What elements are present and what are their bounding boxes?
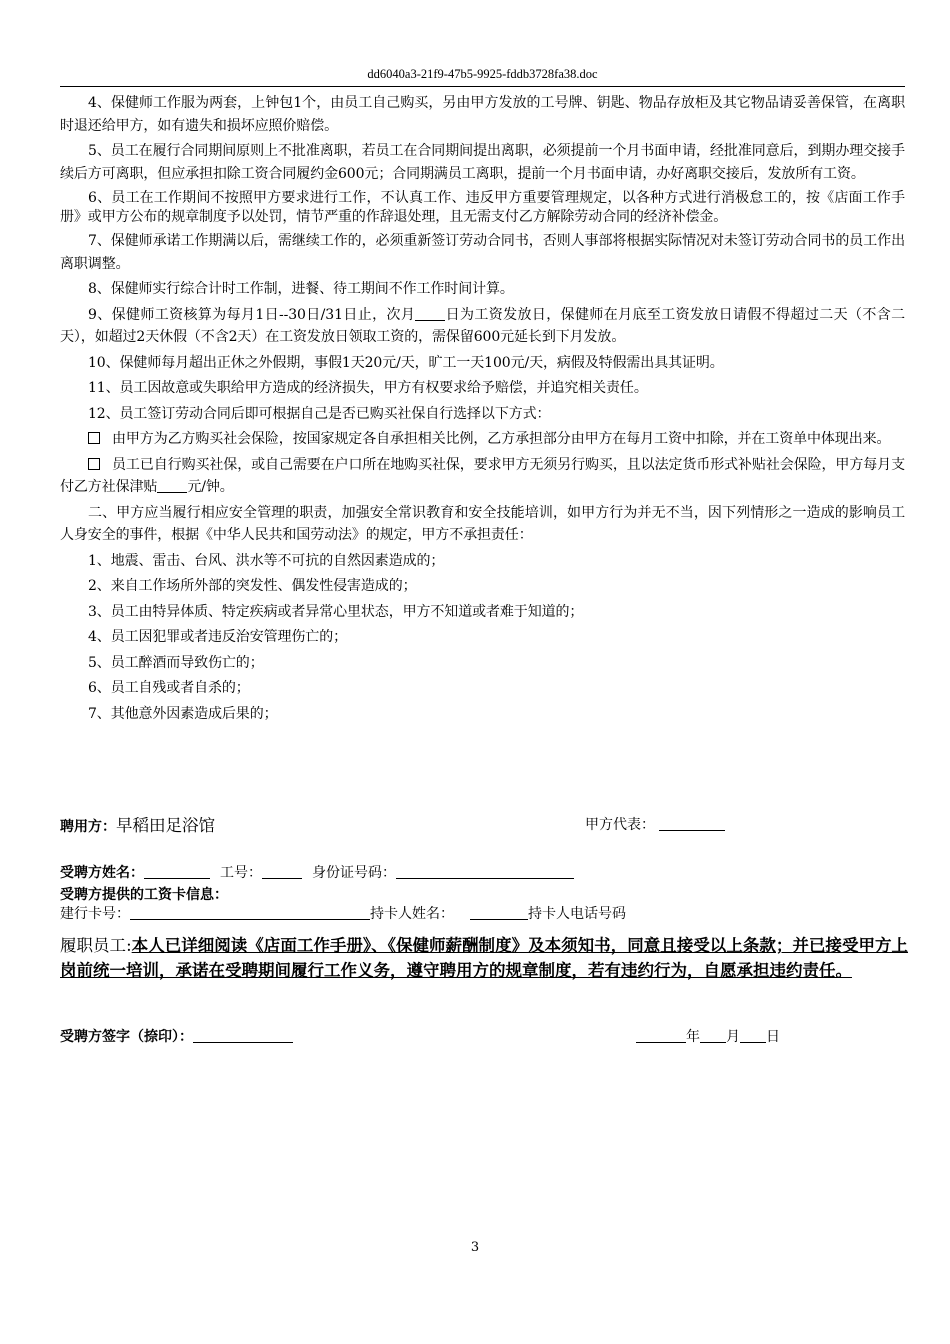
page-number: 3 [470,1240,480,1255]
signature-label: 受聘方签字（捺印）： [60,1029,193,1045]
holder-name-label: 持卡人姓名： [370,906,454,922]
exemption-4: 4、员工因犯罪或者违反治安管理伤亡的； [88,629,348,645]
year-blank[interactable] [636,1028,686,1043]
clause-9 [60,304,905,349]
bank-card-line [60,903,626,923]
clause-6: 6、员工在工作期间不按照甲方要求进行工作，不认真工作、违反甲方重要管理规定，以各种方式进行消极怠工的，按《店面工作手册》或甲方公布的规章制度予以处罚，情节严重的作辞退处理，且无需支付乙方解除劳动合同的经济补偿金。 [60,190,905,225]
pay-day-blank[interactable] [415,306,445,321]
exemption-6: 6、员工自残或者自杀的； [88,680,250,696]
exemption-1: 1、地震、雷击、台风、洪水等不可抗的自然因素造成的； [88,552,445,569]
card-number-blank[interactable] [130,905,370,920]
employer-label: 聘用方： [60,819,116,835]
clause-9-before: 9、保健师工资核算为每月1日--30日/31日止，次月 [88,306,416,323]
option-self-insurance-text: 员工已自行购买社保，或自己需要在户口所在地购买社保，要求甲方无须另行购买，且以法定货币形式补贴社会保险，甲方每月支付乙方社保津贴 [60,456,905,495]
employee-info-line [60,862,574,882]
clause-8: 8、保健师实行综合计时工作制，进餐、待工期间不作工作时间计算。 [88,281,514,297]
employee-name-blank[interactable] [144,864,210,879]
clause-12: 12、员工签订劳动合同后即可根据自己是否已购买社保自行选择以下方式： [88,405,551,422]
employee-id-label: 工号： [220,865,262,881]
clause-9-after: 日为工资发放日，保健师在月底至工资发放日请假不得超过二天（不含二天），如超过2天休假（不含2天）在工资发放日领取工资的，需保留600元延长到下月发放。 [60,306,905,345]
id-card-label: 身份证号码： [312,865,396,881]
day-blank[interactable] [740,1028,766,1043]
holder-name-blank[interactable] [470,905,528,920]
exemption-3: 3、员工由特异体质、特定疾病或者异常心里状态，甲方不知道或者难于知道的； [88,603,584,620]
holder-phone-label: 持卡人电话号码 [528,906,626,922]
clause-10: 10、保健师每月超出正休之外假期，事假1天20元/天，旷工一天100元/天，病假及特假需出具其证明。 [88,354,724,371]
employee-name-label: 受聘方姓名： [60,865,144,881]
pledge-prefix: 履职员工: [60,936,132,955]
document-body [60,88,905,725]
day-label: 日 [766,1029,780,1045]
date-line [636,1026,780,1046]
exemption-2: 2、来自工作场所外部的突发性、偶发性侵害造成的； [88,578,417,594]
pledge-text: 本人已详细阅读《店面工作手册》、《保健师薪酬制度》及本须知书，同意且接受以上条款；并已接受甲方上岗前统一培训，承诺在受聘期间履行工作义务，遵守聘用方的规章制度，若有违约行为，自愿承担违约责任。 [60,936,909,980]
checkbox-employer-insurance[interactable] [88,432,100,444]
employer-rep-line [585,814,725,834]
section-2-liability: 二、甲方应当履行相应安全管理的职责，加强安全常识教育和安全技能培训，如甲方行为并无不当，因下列情形之一造成的影响员工人身安全的事件，根据《中华人民共和国劳动法》的规定，甲方不承担责任： [60,504,905,543]
option-self-insurance [60,454,905,499]
option-employer-insurance-text: 由甲方为乙方购买社会保险，按国家规定各自承担相关比例，乙方承担部分由甲方在每月工资中扣除，并在工资单中体现出来。 [112,431,891,447]
header-divider [60,86,905,87]
option-employer-insurance [60,428,905,451]
clause-4: 4、保健师工作服为两套，上钟包1个，由员工自己购买，另由甲方发放的工号牌、钥匙、物品存放柜及其它物品请妥善保管，在离职时退还给甲方，如有遗失和损坏应照价赔偿。 [60,95,905,134]
signature-blank[interactable] [193,1028,293,1043]
allowance-amount-blank[interactable] [157,478,187,493]
clause-7: 7、保健师承诺工作期满以后，需继续工作的，必须重新签订劳动合同书，否则人事部将根据实际情况对未签订劳动合同书的员工作出离职调整。 [60,233,905,272]
employer-name: 早稻田足浴馆 [116,816,215,835]
year-label: 年 [686,1029,700,1045]
employee-signature-line [60,1026,293,1046]
employer-rep-label: 甲方代表： [585,817,655,833]
employer-line [60,812,215,836]
employee-id-blank[interactable] [262,864,302,879]
employee-pledge [60,934,908,983]
bank-info-label: 受聘方提供的工资卡信息： [60,887,228,903]
exemption-5: 5、员工醉酒而导致伤亡的； [88,654,264,671]
option-self-insurance-unit: 元/钟。 [187,479,234,495]
id-card-blank[interactable] [396,864,574,879]
clause-11: 11、员工因故意或失职给甲方造成的经济损失，甲方有权要求给予赔偿，并追究相关责任。 [88,380,648,396]
month-label: 月 [726,1029,740,1045]
employer-rep-blank[interactable] [659,816,725,831]
clause-5: 5、员工在履行合同期间原则上不批准离职，若员工在合同期间提出离职，必须提前一个月书面申请，经批准同意后，到期办理交接手续后方可离职，但应承担扣除工资合同履约金600元；合同期满员工离职，提前一个月书面申请，办好离职交接后，发放所有工资。 [60,143,905,182]
month-blank[interactable] [700,1028,726,1043]
checkbox-self-insurance[interactable] [88,458,100,470]
document-filename-header: dd6040a3-21f9-47b5-9925-fddb3728fa38.doc [367,67,598,81]
card-number-label: 建行卡号： [60,906,130,922]
exemption-7: 7、其他意外因素造成后果的； [88,705,278,722]
